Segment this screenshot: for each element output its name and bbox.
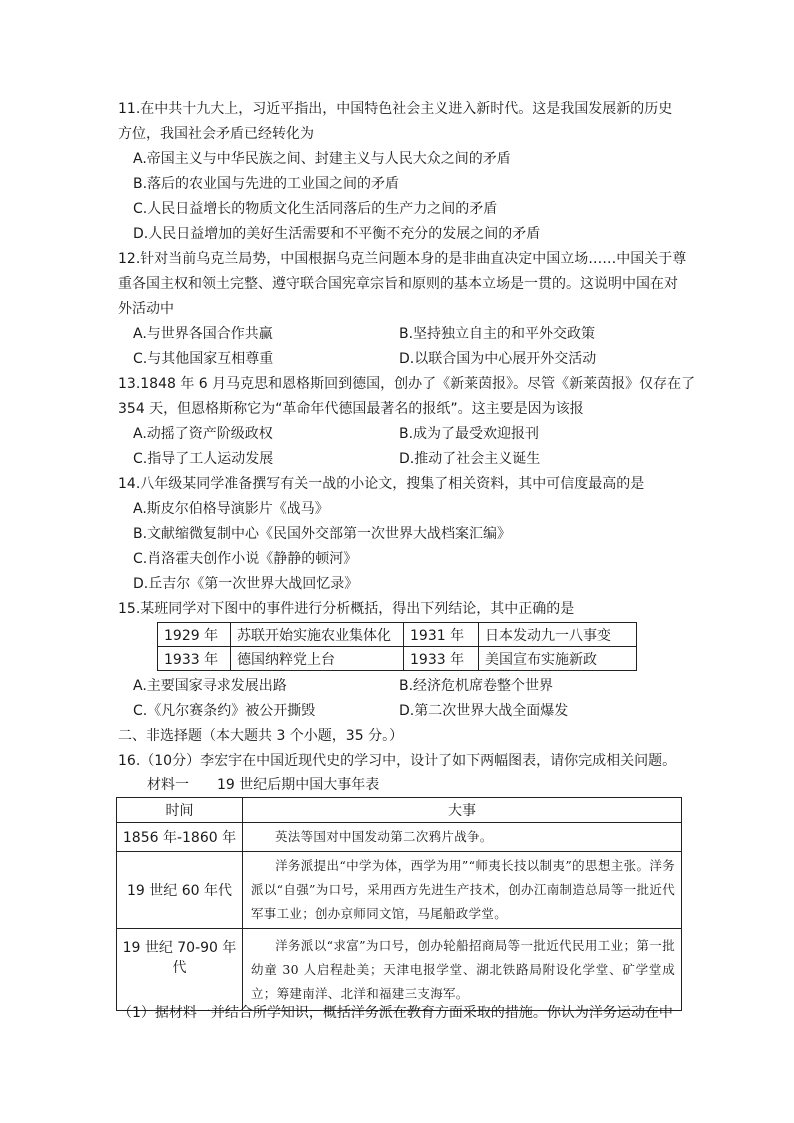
q13-stem-line-2: 354 天，但恩格斯称它为“革命年代德国最著名的报纸”。这主要是因为该报 — [118, 401, 584, 417]
q13-option-c: C.指导了工人运动发展 — [133, 451, 274, 467]
q11-option-b: B.落后的农业国与先进的工业国之间的矛盾 — [133, 176, 400, 192]
table-header-time: 时间 — [117, 798, 243, 823]
q14-option-c: C.肖洛霍夫创作小说《静静的顿河》 — [133, 551, 358, 567]
q14-option-b: B.文献缩微复制中心《民国外交部第一次世界大战档案汇编》 — [133, 526, 512, 542]
q13-option-d: D.推动了社会主义诞生 — [399, 451, 541, 467]
q14-option-d: D.丘吉尔《第一次世界大战回忆录》 — [133, 576, 359, 592]
q16-material-title: 材料一 19 世纪后期中国大事年表 — [147, 777, 380, 793]
q15-events-table — [157, 622, 637, 671]
q13-option-a: A.动摇了资产阶级政权 — [133, 426, 273, 442]
q11-option-d: D.人民日益增加的美好生活需要和不平衡不充分的发展之间的矛盾 — [133, 226, 541, 242]
event-text: 英法等国对中国发动第二次鸦片战争。 — [275, 829, 493, 844]
q11-stem-line-2: 方位，我国社会矛盾已经转化为 — [118, 126, 314, 142]
table-header-event: 大事 — [243, 798, 682, 823]
table-row — [117, 929, 682, 1011]
q12-option-a: A.与世界各国合作共赢 — [133, 326, 273, 342]
q15-option-a: A.主要国家寻求发展出路 — [133, 678, 287, 694]
event-text: 洋务派提出“中学为体，西学为用”“师夷长技以制夷”的思想主张。洋务派以“自强”为口号，采用西方先进生产技术，创办江南制造总局等一批近代军事工业；创办京师同文馆，马尾船政学堂。 — [251, 858, 675, 921]
q16-sub-question-1: （1）据材料一并结合所学知识，概括洋务派在教育方面采取的措施。你认为洋务运动在中 — [118, 1005, 673, 1021]
table-cell-time: 1856 年-1860 年 — [117, 823, 243, 852]
table-cell: 1929 年 — [158, 623, 231, 647]
table-cell-event — [243, 852, 682, 929]
table-row — [158, 623, 637, 647]
table-cell: 1931 年 — [404, 623, 479, 647]
q13-option-b: B.成为了最受欢迎报刊 — [399, 426, 540, 442]
q12-stem-line-3: 外活动中 — [118, 301, 174, 317]
q11-stem-line-1: 11.在中共十九大上，习近平指出，中国特色社会主义进入新时代。这是我国发展新的历史 — [118, 101, 673, 117]
table-cell-time: 19 世纪 70-90 年代 — [117, 929, 243, 1011]
table-cell: 1933 年 — [404, 647, 479, 671]
table-row — [117, 823, 682, 852]
section-two-heading: 二、非选择题（本大题共 3 个小题，35 分。） — [118, 728, 404, 744]
table-cell-event — [243, 823, 682, 852]
event-text: 洋务派以“求富”为口号，创办轮船招商局等一批近代民用工业；第一批幼童 30 人启程赴美；天津电报学堂、湖北铁路局附设化学堂、矿学堂成立；筹建南洋、北洋和福建三支海军。 — [251, 937, 675, 1001]
q12-option-d: D.以联合国为中心展开外交活动 — [399, 351, 597, 367]
table-header-row — [117, 798, 682, 823]
q15-option-c: C.《凡尔赛条约》被公开撕毁 — [133, 703, 316, 719]
q11-option-a: A.帝国主义与中华民族之间、封建主义与人民大众之间的矛盾 — [133, 151, 511, 167]
table-cell: 1933 年 — [158, 647, 231, 671]
q15-option-d: D.第二次世界大战全面爆发 — [399, 703, 569, 719]
q16-stem: 16.（10分）李宏宇在中国近现代史的学习中，设计了如下两幅图表，请你完成相关问题。 — [118, 753, 677, 769]
q12-option-b: B.坚持独立自主的和平外交政策 — [399, 326, 596, 342]
table-cell: 德国纳粹党上台 — [231, 647, 404, 671]
table-cell-event — [243, 929, 682, 1011]
q13-stem-line-1: 13.1848 年 6 月马克思和恩格斯回到德国，创办了《新莱茵报》。尽管《新莱茵报》仅存在了 — [118, 376, 696, 392]
q14-option-a: A.斯皮尔伯格导演影片《战马》 — [133, 501, 329, 517]
table-row — [117, 852, 682, 929]
q15-stem: 15.某班同学对下图中的事件进行分析概括，得出下列结论，其中正确的是 — [118, 601, 575, 617]
table-cell: 日本发动九一八事变 — [479, 623, 637, 647]
table-row — [158, 647, 637, 671]
q12-option-c: C.与其他国家互相尊重 — [133, 351, 274, 367]
q16-timeline-table — [116, 797, 682, 1011]
table-cell: 美国宣布实施新政 — [479, 647, 637, 671]
table-cell-time: 19 世纪 60 年代 — [117, 852, 243, 929]
table-cell: 苏联开始实施农业集体化 — [231, 623, 404, 647]
q12-stem-line-1: 12.针对当前乌克兰局势，中国根据乌克兰问题本身的是非曲直决定中国立场……中国关于尊 — [118, 251, 687, 267]
q14-stem: 14.八年级某同学准备撰写有关一战的小论文，搜集了相关资料，其中可信度最高的是 — [118, 476, 645, 492]
q12-stem-line-2: 重各国主权和领土完整、遵守联合国宪章宗旨和原则的基本立场是一贯的。这说明中国在对 — [118, 276, 678, 292]
q11-option-c: C.人民日益增长的物质文化生活同落后的生产力之间的矛盾 — [133, 201, 498, 217]
q15-option-b: B.经济危机席卷整个世界 — [399, 678, 554, 694]
